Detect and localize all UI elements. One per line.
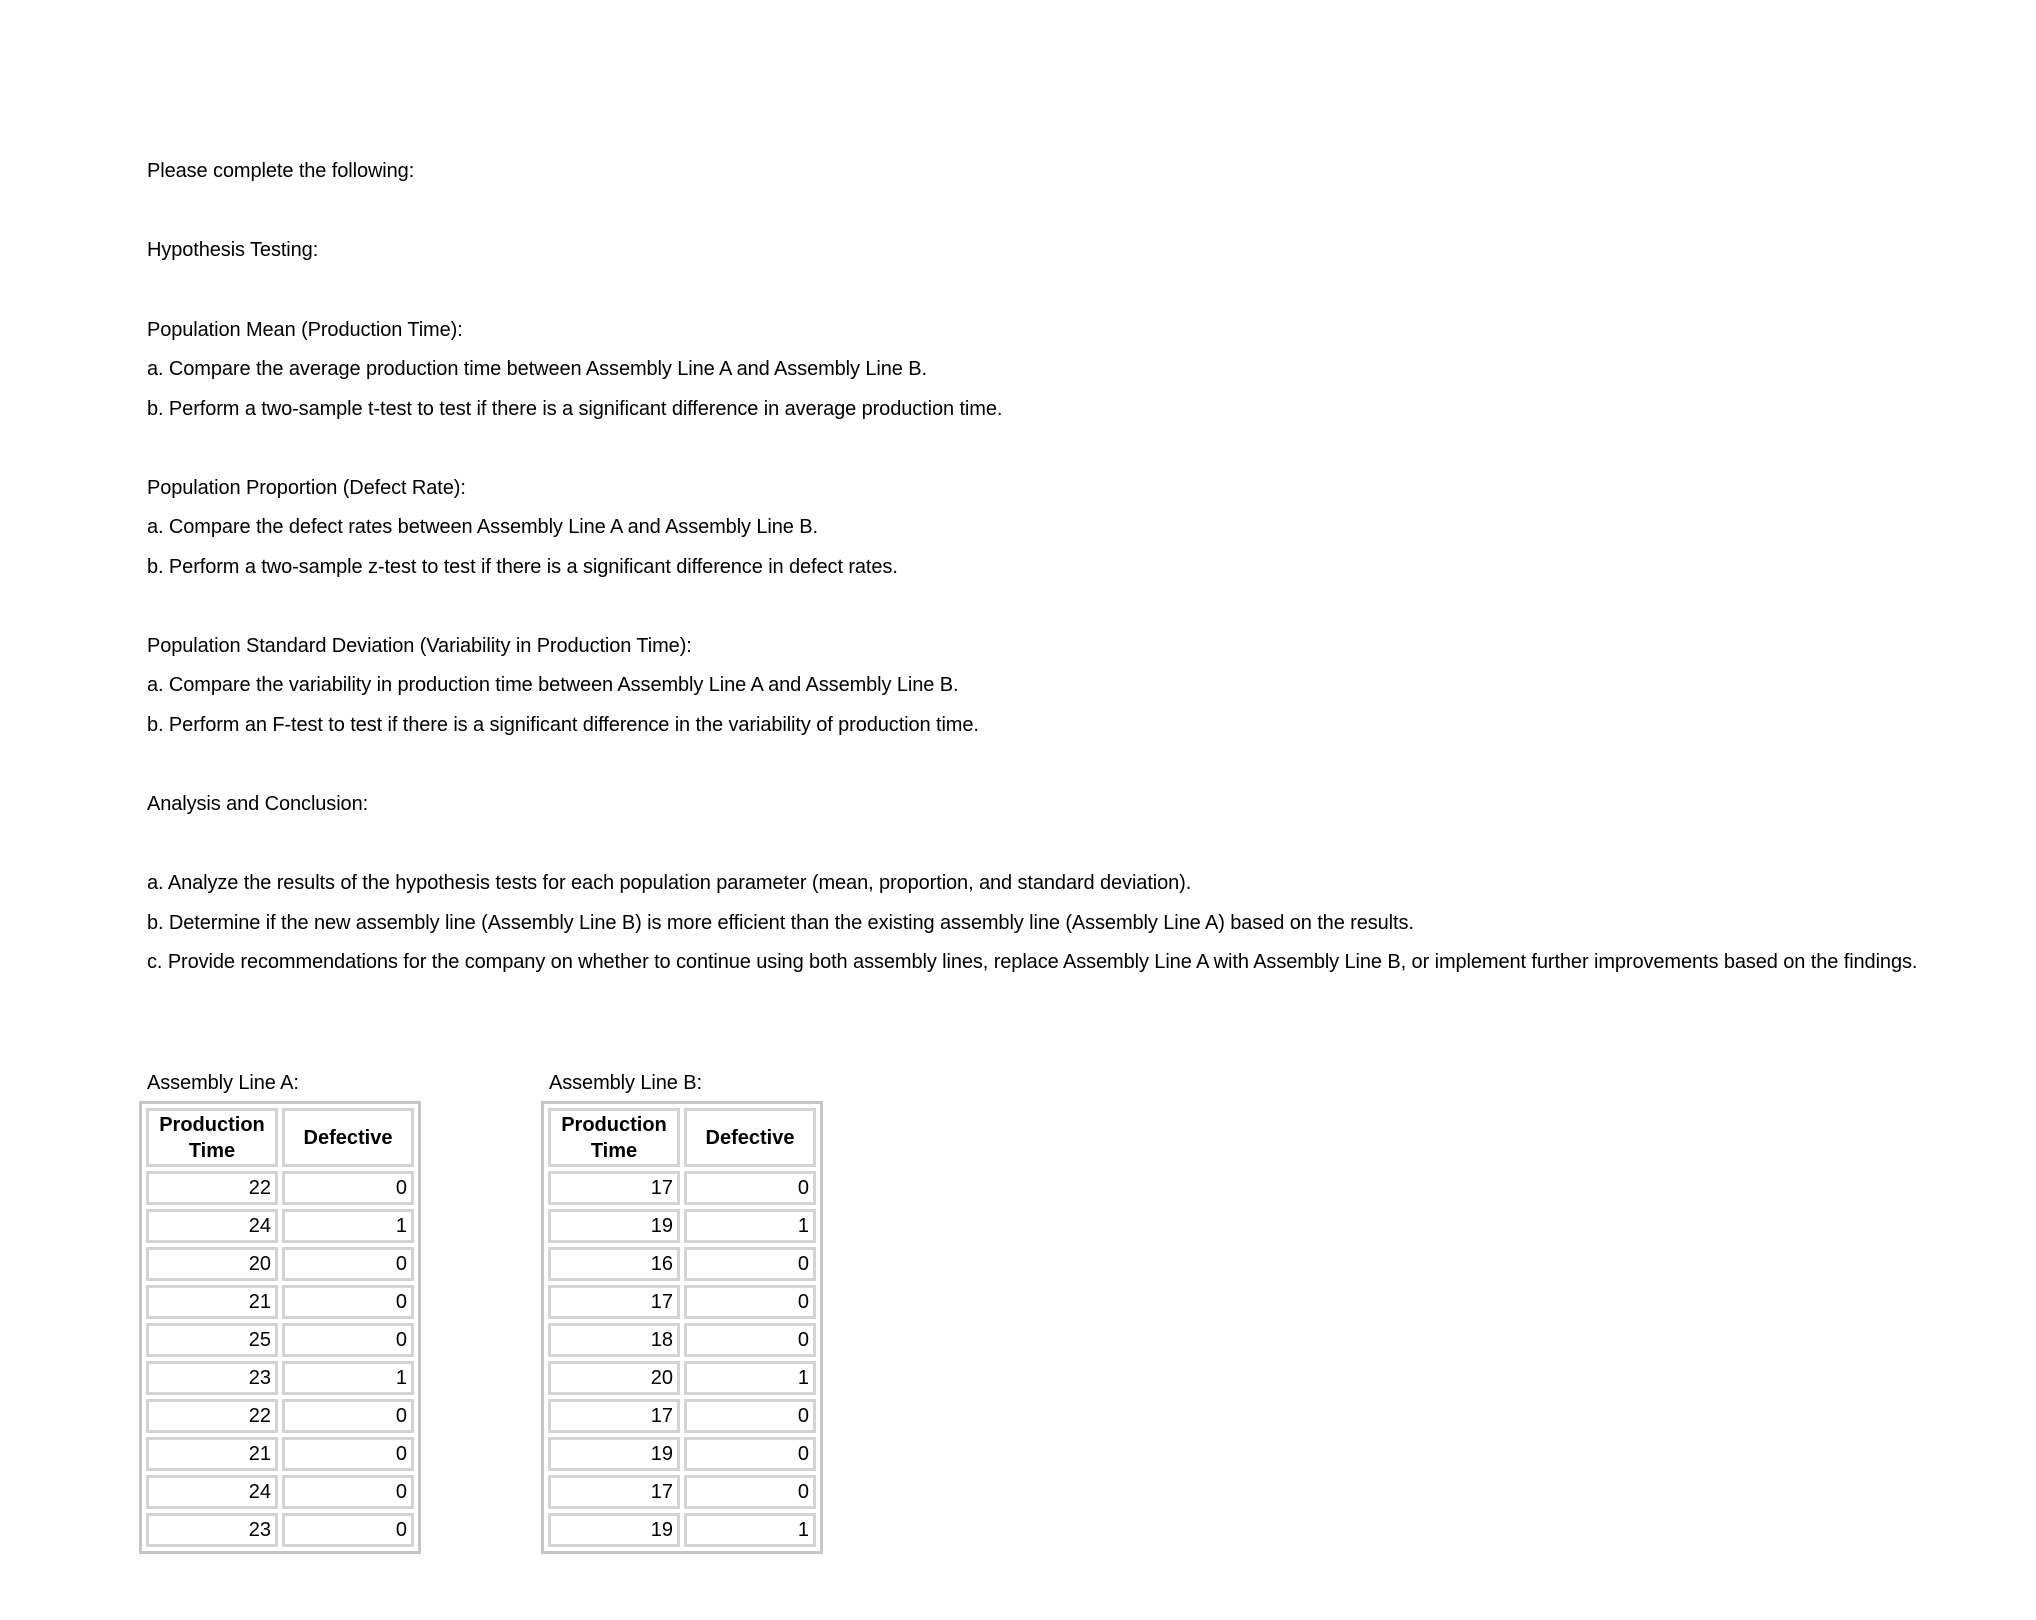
defective-cell: 1 xyxy=(684,1209,816,1243)
production-time-cell: 17 xyxy=(548,1475,680,1509)
table-row xyxy=(146,1209,414,1243)
production-time-cell: 19 xyxy=(548,1513,680,1547)
production-time-cell: 24 xyxy=(146,1475,278,1509)
column-header-defective: Defective xyxy=(282,1108,414,1167)
analysis-item-c: c. Provide recommendations for the company on whether to continue using both assembly lines, replace Assembly Line A with Assembly Line B, or implement further improvements based on the findings. xyxy=(147,951,1918,973)
table-row xyxy=(146,1171,414,1205)
table-row xyxy=(548,1437,816,1471)
production-time-cell: 21 xyxy=(146,1285,278,1319)
column-header-production-time: Production Time xyxy=(548,1108,680,1167)
table-row xyxy=(548,1475,816,1509)
defective-cell: 0 xyxy=(282,1285,414,1319)
production-time-cell: 16 xyxy=(548,1247,680,1281)
heading-population-mean: Population Mean (Production Time): xyxy=(147,319,463,341)
analysis-item-b: b. Determine if the new assembly line (Assembly Line B) is more efficient than the existing assembly line (Assembly Line A) based on the results. xyxy=(147,912,1414,934)
mean-item-b: b. Perform a two-sample t-test to test if there is a significant difference in average production time. xyxy=(147,398,1003,420)
defective-cell: 1 xyxy=(684,1513,816,1547)
defective-cell: 0 xyxy=(282,1513,414,1547)
defective-cell: 0 xyxy=(684,1437,816,1471)
production-time-cell: 18 xyxy=(548,1323,680,1357)
assembly-line-a-table xyxy=(139,1101,421,1554)
proportion-item-a: a. Compare the defect rates between Assembly Line A and Assembly Line B. xyxy=(147,516,818,538)
table-caption-line-b: Assembly Line B: xyxy=(549,1072,702,1094)
table-row xyxy=(146,1437,414,1471)
table-row xyxy=(548,1171,816,1205)
table-row xyxy=(548,1361,816,1395)
intro-text: Please complete the following: xyxy=(147,160,415,182)
defective-cell: 1 xyxy=(684,1361,816,1395)
table-row xyxy=(548,1247,816,1281)
production-time-cell: 19 xyxy=(548,1209,680,1243)
defective-cell: 0 xyxy=(282,1247,414,1281)
table-row xyxy=(548,1209,816,1243)
production-time-cell: 22 xyxy=(146,1399,278,1433)
defective-cell: 0 xyxy=(684,1475,816,1509)
analysis-item-a: a. Analyze the results of the hypothesis tests for each population parameter (mean, proportion, and standard deviation). xyxy=(147,872,1192,894)
production-time-cell: 20 xyxy=(146,1247,278,1281)
production-time-cell: 23 xyxy=(146,1513,278,1547)
column-header-defective: Defective xyxy=(684,1108,816,1167)
production-time-cell: 20 xyxy=(548,1361,680,1395)
heading-population-proportion: Population Proportion (Defect Rate): xyxy=(147,477,466,499)
table-row xyxy=(548,1399,816,1433)
production-time-cell: 17 xyxy=(548,1285,680,1319)
defective-cell: 0 xyxy=(282,1171,414,1205)
column-header-production-time: Production Time xyxy=(146,1108,278,1167)
defective-cell: 0 xyxy=(684,1171,816,1205)
heading-analysis: Analysis and Conclusion: xyxy=(147,793,369,815)
heading-population-stddev: Population Standard Deviation (Variability in Production Time): xyxy=(147,635,692,657)
table-row xyxy=(146,1399,414,1433)
production-time-cell: 25 xyxy=(146,1323,278,1357)
defective-cell: 1 xyxy=(282,1361,414,1395)
proportion-item-b: b. Perform a two-sample z-test to test if there is a significant difference in defect rates. xyxy=(147,556,898,578)
table-row xyxy=(146,1323,414,1357)
defective-cell: 1 xyxy=(282,1209,414,1243)
production-time-cell: 24 xyxy=(146,1209,278,1243)
defective-cell: 0 xyxy=(282,1437,414,1471)
stddev-item-a: a. Compare the variability in production time between Assembly Line A and Assembly Line B. xyxy=(147,674,959,696)
defective-cell: 0 xyxy=(684,1399,816,1433)
production-time-cell: 17 xyxy=(548,1171,680,1205)
table-row xyxy=(548,1285,816,1319)
mean-item-a: a. Compare the average production time between Assembly Line A and Assembly Line B. xyxy=(147,358,927,380)
defective-cell: 0 xyxy=(684,1285,816,1319)
table-row xyxy=(548,1323,816,1357)
table-row xyxy=(548,1513,816,1547)
assembly-line-b-table xyxy=(541,1101,823,1554)
defective-cell: 0 xyxy=(684,1247,816,1281)
table-row xyxy=(146,1285,414,1319)
defective-cell: 0 xyxy=(684,1323,816,1357)
defective-cell: 0 xyxy=(282,1399,414,1433)
defective-cell: 0 xyxy=(282,1323,414,1357)
table-row xyxy=(146,1247,414,1281)
production-time-cell: 21 xyxy=(146,1437,278,1471)
production-time-cell: 19 xyxy=(548,1437,680,1471)
production-time-cell: 22 xyxy=(146,1171,278,1205)
section-heading-hypothesis: Hypothesis Testing: xyxy=(147,239,319,261)
production-time-cell: 17 xyxy=(548,1399,680,1433)
table-row xyxy=(146,1361,414,1395)
table-row xyxy=(146,1475,414,1509)
defective-cell: 0 xyxy=(282,1475,414,1509)
table-caption-line-a: Assembly Line A: xyxy=(147,1072,299,1094)
stddev-item-b: b. Perform an F-test to test if there is a significant difference in the variability of production time. xyxy=(147,714,979,736)
table-row xyxy=(146,1513,414,1547)
production-time-cell: 23 xyxy=(146,1361,278,1395)
